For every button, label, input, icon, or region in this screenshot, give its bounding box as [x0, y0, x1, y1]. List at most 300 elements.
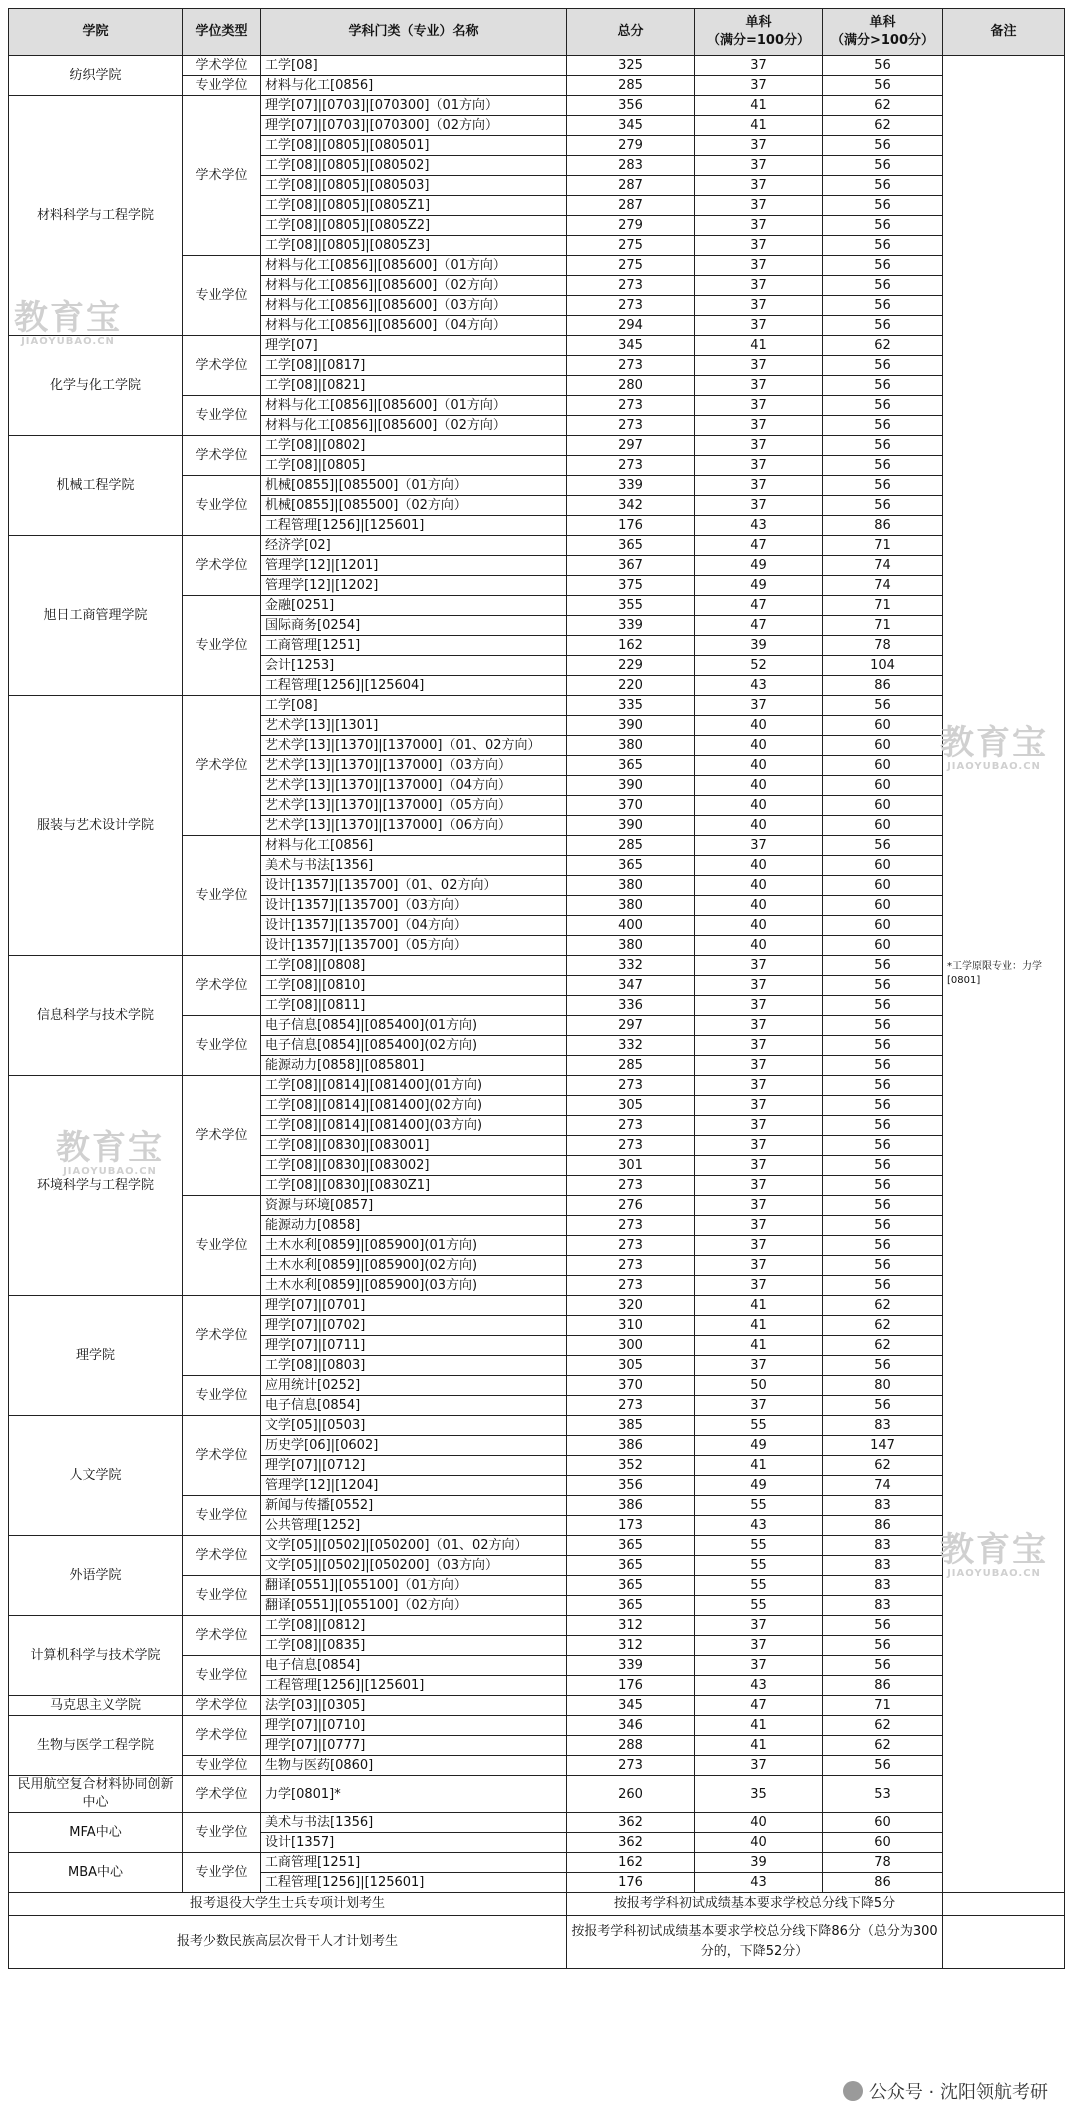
subject-name: 会计[1253] — [261, 656, 567, 676]
single-score-100: 39 — [695, 1853, 823, 1873]
single-score-100: 40 — [695, 816, 823, 836]
single-score-100: 40 — [695, 796, 823, 816]
single-score-over-100: 60 — [823, 1833, 943, 1853]
single-score-over-100: 60 — [823, 916, 943, 936]
degree-type: 学术学位 — [183, 336, 261, 396]
single-score-100: 37 — [695, 276, 823, 296]
single-score-over-100: 56 — [823, 136, 943, 156]
header-subject: 学科门类（专业）名称 — [261, 9, 567, 56]
table-row — [9, 1416, 1065, 1436]
single-score-over-100: 71 — [823, 1696, 943, 1716]
total-score: 336 — [567, 996, 695, 1016]
single-score-over-100: 56 — [823, 1256, 943, 1276]
single-score-100: 40 — [695, 736, 823, 756]
single-score-over-100: 86 — [823, 516, 943, 536]
single-score-100: 37 — [695, 476, 823, 496]
degree-type: 专业学位 — [183, 1813, 261, 1853]
single-score-100: 40 — [695, 1813, 823, 1833]
watermark-url: JIAOYUBAO.CN — [947, 761, 1041, 772]
subject-name: 电子信息[0854] — [261, 1396, 567, 1416]
degree-type: 学术学位 — [183, 1716, 261, 1756]
subject-name: 工商管理[1251] — [261, 1853, 567, 1873]
single-score-100: 37 — [695, 996, 823, 1016]
table-row — [9, 1813, 1065, 1833]
total-score: 365 — [567, 1536, 695, 1556]
note-cell: *工学原限专业：力学[0801] — [943, 56, 1065, 1893]
single-score-over-100: 74 — [823, 556, 943, 576]
single-score-100: 37 — [695, 1756, 823, 1776]
single-score-over-100: 60 — [823, 736, 943, 756]
total-score: 312 — [567, 1616, 695, 1636]
subject-name: 工学[08]|[0835] — [261, 1636, 567, 1656]
degree-type: 学术学位 — [183, 956, 261, 1016]
subject-name: 材料与化工[0856]|[085600]（02方向） — [261, 276, 567, 296]
single-score-over-100: 56 — [823, 496, 943, 516]
footer-row — [9, 1916, 1065, 1969]
subject-name: 力学[0801]* — [261, 1776, 567, 1813]
single-score-over-100: 83 — [823, 1496, 943, 1516]
subject-name: 设计[1357] — [261, 1833, 567, 1853]
subject-name: 公共管理[1252] — [261, 1516, 567, 1536]
subject-name: 工学[08]|[0802] — [261, 436, 567, 456]
single-score-100: 37 — [695, 1276, 823, 1296]
single-score-over-100: 56 — [823, 236, 943, 256]
subject-name: 理学[07]|[0702] — [261, 1316, 567, 1336]
degree-type: 专业学位 — [183, 396, 261, 436]
subject-name: 工程管理[1256]|[125601] — [261, 1873, 567, 1893]
single-score-over-100: 56 — [823, 1196, 943, 1216]
total-score: 285 — [567, 76, 695, 96]
single-score-over-100: 56 — [823, 56, 943, 76]
footer-label: 报考少数民族高层次骨干人才计划考生 — [9, 1916, 567, 1969]
subject-name: 工学[08]|[0821] — [261, 376, 567, 396]
table-row — [9, 956, 1065, 976]
single-score-100: 37 — [695, 496, 823, 516]
subject-name: 应用统计[0252] — [261, 1376, 567, 1396]
subject-name: 艺术学[13]|[1370]|[137000]（01、02方向） — [261, 736, 567, 756]
total-score: 386 — [567, 1436, 695, 1456]
single-score-100: 41 — [695, 1716, 823, 1736]
college-name: 材料科学与工程学院 — [9, 96, 183, 336]
subject-name: 土木水利[0859]|[085900](03方向) — [261, 1276, 567, 1296]
subject-name: 资源与环境[0857] — [261, 1196, 567, 1216]
subject-name: 材料与化工[0856]|[085600]（03方向） — [261, 296, 567, 316]
single-score-over-100: 56 — [823, 956, 943, 976]
subject-name: 理学[07]|[0703]|[070300]（01方向） — [261, 96, 567, 116]
single-score-100: 35 — [695, 1776, 823, 1813]
single-score-100: 37 — [695, 1356, 823, 1376]
subject-name: 工学[08]|[0812] — [261, 1616, 567, 1636]
single-score-over-100: 56 — [823, 416, 943, 436]
subject-name: 工学[08]|[0811] — [261, 996, 567, 1016]
subject-name: 工学[08]|[0805]|[080501] — [261, 136, 567, 156]
single-score-over-100: 56 — [823, 196, 943, 216]
single-score-100: 43 — [695, 516, 823, 536]
degree-type: 专业学位 — [183, 596, 261, 696]
single-score-over-100: 56 — [823, 1116, 943, 1136]
single-score-over-100: 60 — [823, 796, 943, 816]
subject-name: 文学[05]|[0502]|[050200]（01、02方向） — [261, 1536, 567, 1556]
subject-name: 设计[1357]|[135700]（03方向） — [261, 896, 567, 916]
total-score: 365 — [567, 1556, 695, 1576]
single-score-100: 37 — [695, 1396, 823, 1416]
college-name: 纺织学院 — [9, 56, 183, 96]
degree-type: 学术学位 — [183, 1536, 261, 1576]
single-score-100: 37 — [695, 456, 823, 476]
table-row — [9, 1296, 1065, 1316]
subject-name: 艺术学[13]|[1370]|[137000]（04方向） — [261, 776, 567, 796]
table-row — [9, 1776, 1065, 1813]
single-score-100: 49 — [695, 576, 823, 596]
single-score-100: 40 — [695, 876, 823, 896]
single-score-over-100: 60 — [823, 756, 943, 776]
single-score-100: 37 — [695, 416, 823, 436]
single-score-100: 41 — [695, 1316, 823, 1336]
total-score: 365 — [567, 856, 695, 876]
subject-name: 翻译[0551]|[055100]（01方向） — [261, 1576, 567, 1596]
college-name: 信息科学与技术学院 — [9, 956, 183, 1076]
single-score-100: 37 — [695, 1056, 823, 1076]
total-score: 176 — [567, 1676, 695, 1696]
single-score-100: 52 — [695, 656, 823, 676]
header-note: 备注 — [943, 9, 1065, 56]
single-score-100: 37 — [695, 436, 823, 456]
subject-name: 设计[1357]|[135700]（01、02方向） — [261, 876, 567, 896]
subject-name: 理学[07]|[0710] — [261, 1716, 567, 1736]
single-score-over-100: 56 — [823, 696, 943, 716]
single-score-over-100: 60 — [823, 776, 943, 796]
single-score-100: 37 — [695, 1196, 823, 1216]
single-score-100: 37 — [695, 1156, 823, 1176]
single-score-over-100: 56 — [823, 1396, 943, 1416]
subject-name: 理学[07]|[0701] — [261, 1296, 567, 1316]
college-name: 外语学院 — [9, 1536, 183, 1616]
single-score-100: 40 — [695, 916, 823, 936]
table-row — [9, 1853, 1065, 1873]
single-score-100: 43 — [695, 676, 823, 696]
degree-type: 专业学位 — [183, 256, 261, 336]
single-score-over-100: 60 — [823, 816, 943, 836]
total-score: 273 — [567, 396, 695, 416]
subject-name: 工学[08]|[0817] — [261, 356, 567, 376]
single-score-over-100: 56 — [823, 836, 943, 856]
single-score-100: 37 — [695, 176, 823, 196]
single-score-over-100: 71 — [823, 536, 943, 556]
total-score: 273 — [567, 1236, 695, 1256]
degree-type: 学术学位 — [183, 696, 261, 836]
header-single-100-line2: （满分=100分） — [706, 33, 811, 48]
subject-name: 设计[1357]|[135700]（05方向） — [261, 936, 567, 956]
single-score-over-100: 56 — [823, 1636, 943, 1656]
footer-text: 按报考学科初试成绩基本要求学校总分线下降86分（总分为300分的，下降52分） — [567, 1916, 943, 1969]
single-score-over-100: 71 — [823, 596, 943, 616]
subject-name: 材料与化工[0856] — [261, 836, 567, 856]
total-score: 275 — [567, 236, 695, 256]
table-row — [9, 56, 1065, 76]
subject-name: 美术与书法[1356] — [261, 1813, 567, 1833]
single-score-over-100: 62 — [823, 336, 943, 356]
single-score-over-100: 56 — [823, 1136, 943, 1156]
subject-name: 文学[05]|[0502]|[050200]（03方向） — [261, 1556, 567, 1576]
single-score-100: 37 — [695, 316, 823, 336]
subject-name: 理学[07]|[0712] — [261, 1456, 567, 1476]
subject-name: 工学[08] — [261, 696, 567, 716]
single-score-100: 47 — [695, 616, 823, 636]
single-score-over-100: 56 — [823, 1076, 943, 1096]
single-score-100: 37 — [695, 1136, 823, 1156]
single-score-100: 37 — [695, 836, 823, 856]
total-score: 273 — [567, 1176, 695, 1196]
single-score-over-100: 86 — [823, 1676, 943, 1696]
total-score: 345 — [567, 1696, 695, 1716]
single-score-over-100: 60 — [823, 716, 943, 736]
college-name: 人文学院 — [9, 1416, 183, 1536]
watermark-url: JIAOYUBAO.CN — [63, 1166, 157, 1177]
single-score-over-100: 56 — [823, 276, 943, 296]
subject-name: 工学[08]|[0830]|[0830Z1] — [261, 1176, 567, 1196]
subject-name: 经济学[02] — [261, 536, 567, 556]
single-score-100: 55 — [695, 1496, 823, 1516]
total-score: 275 — [567, 256, 695, 276]
single-score-over-100: 56 — [823, 1236, 943, 1256]
total-score: 297 — [567, 436, 695, 456]
total-score: 279 — [567, 216, 695, 236]
total-score: 162 — [567, 1853, 695, 1873]
single-score-over-100: 56 — [823, 1016, 943, 1036]
total-score: 365 — [567, 1576, 695, 1596]
subject-name: 工商管理[1251] — [261, 636, 567, 656]
total-score: 345 — [567, 336, 695, 356]
subject-name: 艺术学[13]|[1370]|[137000]（05方向） — [261, 796, 567, 816]
single-score-100: 37 — [695, 696, 823, 716]
header-single-over-100-line1: 单科 — [869, 15, 896, 30]
total-score: 287 — [567, 176, 695, 196]
total-score: 365 — [567, 536, 695, 556]
single-score-over-100: 60 — [823, 896, 943, 916]
footer-row — [9, 1893, 1065, 1916]
single-score-over-100: 56 — [823, 1656, 943, 1676]
footer-note-empty — [943, 1893, 1065, 1916]
total-score: 335 — [567, 696, 695, 716]
single-score-100: 47 — [695, 596, 823, 616]
degree-type: 专业学位 — [183, 1376, 261, 1416]
subject-name: 材料与化工[0856]|[085600]（04方向） — [261, 316, 567, 336]
single-score-over-100: 56 — [823, 1356, 943, 1376]
single-score-100: 40 — [695, 776, 823, 796]
single-score-100: 40 — [695, 856, 823, 876]
single-score-over-100: 83 — [823, 1596, 943, 1616]
degree-type: 专业学位 — [183, 1196, 261, 1296]
single-score-100: 37 — [695, 136, 823, 156]
subject-name: 工学[08]|[0814]|[081400](01方向) — [261, 1076, 567, 1096]
single-score-100: 40 — [695, 936, 823, 956]
subject-name: 能源动力[0858] — [261, 1216, 567, 1236]
single-score-over-100: 62 — [823, 1296, 943, 1316]
total-score: 288 — [567, 1736, 695, 1756]
wechat-caption-text: 公众号 · 沈阳领航考研 — [868, 2082, 1048, 2103]
single-score-over-100: 56 — [823, 1216, 943, 1236]
single-score-over-100: 56 — [823, 1036, 943, 1056]
header-degree-type: 学位类型 — [183, 9, 261, 56]
table-row — [9, 96, 1065, 116]
single-score-over-100: 56 — [823, 396, 943, 416]
total-score: 339 — [567, 476, 695, 496]
subject-name: 工学[08]|[0805]|[0805Z2] — [261, 216, 567, 236]
wechat-caption — [843, 2078, 1048, 2104]
subject-name: 材料与化工[0856] — [261, 76, 567, 96]
single-score-100: 37 — [695, 1076, 823, 1096]
single-score-100: 47 — [695, 536, 823, 556]
single-score-over-100: 62 — [823, 116, 943, 136]
table-row — [9, 1616, 1065, 1636]
single-score-100: 40 — [695, 756, 823, 776]
single-score-100: 41 — [695, 1336, 823, 1356]
single-score-100: 55 — [695, 1416, 823, 1436]
single-score-100: 37 — [695, 1616, 823, 1636]
single-score-over-100: 71 — [823, 616, 943, 636]
total-score: 229 — [567, 656, 695, 676]
subject-name: 工学[08]|[0810] — [261, 976, 567, 996]
single-score-100: 37 — [695, 216, 823, 236]
total-score: 356 — [567, 1476, 695, 1496]
subject-name: 艺术学[13]|[1370]|[137000]（03方向） — [261, 756, 567, 776]
single-score-100: 37 — [695, 196, 823, 216]
single-score-100: 55 — [695, 1596, 823, 1616]
single-score-100: 47 — [695, 1696, 823, 1716]
single-score-over-100: 56 — [823, 1176, 943, 1196]
subject-name: 艺术学[13]|[1370]|[137000]（06方向） — [261, 816, 567, 836]
subject-name: 材料与化工[0856]|[085600]（01方向） — [261, 256, 567, 276]
single-score-100: 55 — [695, 1536, 823, 1556]
total-score: 310 — [567, 1316, 695, 1336]
degree-type: 学术学位 — [183, 1776, 261, 1813]
header-single-100 — [695, 9, 823, 56]
single-score-over-100: 56 — [823, 1616, 943, 1636]
subject-name: 艺术学[13]|[1301] — [261, 716, 567, 736]
total-score: 365 — [567, 756, 695, 776]
single-score-over-100: 56 — [823, 436, 943, 456]
single-score-100: 41 — [695, 336, 823, 356]
single-score-100: 41 — [695, 1736, 823, 1756]
subject-name: 电子信息[0854] — [261, 1656, 567, 1676]
single-score-100: 41 — [695, 116, 823, 136]
single-score-100: 37 — [695, 156, 823, 176]
subject-name: 工学[08]|[0805] — [261, 456, 567, 476]
single-score-over-100: 56 — [823, 156, 943, 176]
total-score: 176 — [567, 516, 695, 536]
college-name: 生物与医学工程学院 — [9, 1716, 183, 1776]
subject-name: 工学[08]|[0830]|[083001] — [261, 1136, 567, 1156]
single-score-100: 43 — [695, 1873, 823, 1893]
subject-name: 工学[08]|[0814]|[081400](02方向) — [261, 1096, 567, 1116]
degree-type: 学术学位 — [183, 1616, 261, 1656]
total-score: 273 — [567, 1256, 695, 1276]
subject-name: 土木水利[0859]|[085900](01方向) — [261, 1236, 567, 1256]
single-score-over-100: 62 — [823, 96, 943, 116]
total-score: 273 — [567, 1216, 695, 1236]
single-score-over-100: 74 — [823, 576, 943, 596]
total-score: 301 — [567, 1156, 695, 1176]
single-score-over-100: 60 — [823, 856, 943, 876]
table-row — [9, 1696, 1065, 1716]
single-score-100: 37 — [695, 1656, 823, 1676]
single-score-100: 37 — [695, 1636, 823, 1656]
single-score-over-100: 56 — [823, 456, 943, 476]
subject-name: 管理学[12]|[1202] — [261, 576, 567, 596]
total-score: 346 — [567, 1716, 695, 1736]
single-score-100: 49 — [695, 1476, 823, 1496]
single-score-over-100: 56 — [823, 1156, 943, 1176]
total-score: 273 — [567, 1756, 695, 1776]
single-score-over-100: 60 — [823, 876, 943, 896]
single-score-over-100: 86 — [823, 1873, 943, 1893]
subject-name: 文学[05]|[0503] — [261, 1416, 567, 1436]
table-row — [9, 536, 1065, 556]
total-score: 390 — [567, 716, 695, 736]
single-score-100: 50 — [695, 1376, 823, 1396]
degree-type: 专业学位 — [183, 1756, 261, 1776]
total-score: 367 — [567, 556, 695, 576]
subject-name: 工学[08] — [261, 56, 567, 76]
single-score-over-100: 62 — [823, 1736, 943, 1756]
total-score: 273 — [567, 1276, 695, 1296]
subject-name: 工学[08]|[0805]|[080502] — [261, 156, 567, 176]
total-score: 273 — [567, 1396, 695, 1416]
college-name: 计算机科学与技术学院 — [9, 1616, 183, 1696]
subject-name: 工学[08]|[0805]|[0805Z1] — [261, 196, 567, 216]
subject-name: 工程管理[1256]|[125601] — [261, 1676, 567, 1696]
total-score: 273 — [567, 356, 695, 376]
single-score-over-100: 86 — [823, 676, 943, 696]
single-score-over-100: 56 — [823, 996, 943, 1016]
total-score: 370 — [567, 796, 695, 816]
subject-name: 机械[0855]|[085500]（02方向） — [261, 496, 567, 516]
college-name: 旭日工商管理学院 — [9, 536, 183, 696]
total-score: 273 — [567, 1116, 695, 1136]
table-row — [9, 336, 1065, 356]
total-score: 380 — [567, 896, 695, 916]
header-single-100-line1: 单科 — [745, 15, 772, 30]
total-score: 300 — [567, 1336, 695, 1356]
single-score-100: 55 — [695, 1576, 823, 1596]
total-score: 339 — [567, 616, 695, 636]
degree-type: 学术学位 — [183, 96, 261, 256]
total-score: 380 — [567, 936, 695, 956]
single-score-over-100: 56 — [823, 476, 943, 496]
single-score-over-100: 104 — [823, 656, 943, 676]
single-score-over-100: 56 — [823, 316, 943, 336]
college-name: 化学与化工学院 — [9, 336, 183, 436]
single-score-100: 37 — [695, 1256, 823, 1276]
single-score-100: 37 — [695, 1016, 823, 1036]
subject-name: 生物与医药[0860] — [261, 1756, 567, 1776]
single-score-over-100: 62 — [823, 1316, 943, 1336]
header-row — [9, 9, 1065, 56]
single-score-100: 37 — [695, 1236, 823, 1256]
college-name: 民用航空复合材料协同创新中心 — [9, 1776, 183, 1813]
total-score: 220 — [567, 676, 695, 696]
total-score: 362 — [567, 1813, 695, 1833]
subject-name: 工学[08]|[0830]|[083002] — [261, 1156, 567, 1176]
single-score-over-100: 56 — [823, 176, 943, 196]
single-score-100: 37 — [695, 256, 823, 276]
total-score: 162 — [567, 636, 695, 656]
subject-name: 理学[07]|[0711] — [261, 1336, 567, 1356]
total-score: 365 — [567, 1596, 695, 1616]
degree-type: 学术学位 — [183, 56, 261, 76]
total-score: 273 — [567, 456, 695, 476]
single-score-over-100: 56 — [823, 1756, 943, 1776]
